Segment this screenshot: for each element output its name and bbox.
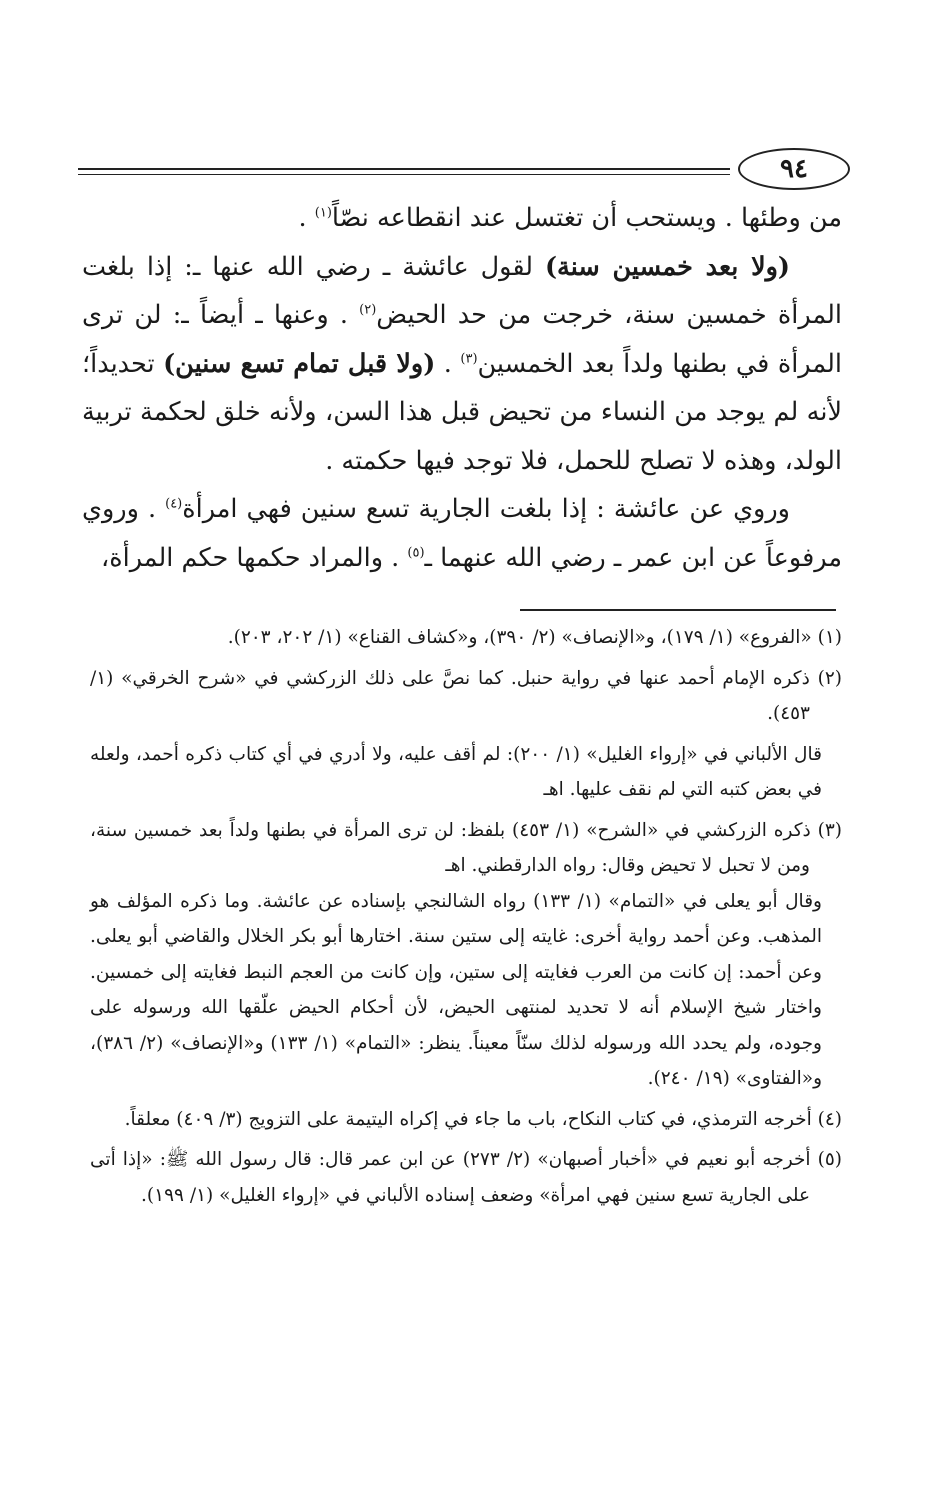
- header-rule-thin: [78, 174, 730, 175]
- footnote-5: (٥) أخرجه أبو نعيم في «أخبار أصبهان» (٢/ ٢٧٣) عن ابن عمر قال: قال رسول الله ﷺ: «إذا أتى على الجارية تسع سنين فهي امرأة» وضعف إسناده الألباني في «إرواء الغليل» (١/ ١٩٩).: [90, 1149, 842, 1206]
- footnote-2-note: قال الألباني في «إرواء الغليل» (١/ ٢٠٠): لم أقف عليه، ولا أدري في أي كتاب ذكره أحمد، ولعله في بعض كتبه التي لم نقف عليها. اهـ: [90, 743, 822, 800]
- footnote-ref-3: (٣): [460, 351, 478, 366]
- footnote-ref-2: (٢): [359, 302, 377, 318]
- main-text: [82, 194, 842, 582]
- paragraph-1: من وطئها . ويستحب أن تغتسل عند انقطاعه نصّاً$^{(١)}$ .: [298, 203, 842, 233]
- footnote-ref-5: (٥): [407, 545, 425, 560]
- footnote-ref-4: (٤): [165, 496, 183, 512]
- footnote-3-note: وقال أبو يعلى في «التمام» (١/ ١٣٣) رواه الشالنجي بإسناده عن عائشة. وما ذكره المؤلف هو المذهب. وعن أحمد رواية أخرى: غايته إلى ستين سنة. اختارها أبو بكر الخلال والقاضي أبو يعلى. وعن أحمد: إن كانت من العرب فغايته إلى ستين، وإن كانت من العجم النبط فغايته إلى خمسين. واختار شيخ الإسلام أنه لا تحديد لمنتهى الحيض، لأن أحكام الحيض علّقها الله ورسوله على وجوده، ولم يحدد الله ورسوله لذلك سنّاً معيناً. ينظر: «التمام» (١/ ١٣٣) و«الإنصاف» (٢/ ٣٨٦)، و«الفتاوى» (١٩/ ٢٤٠).: [90, 890, 822, 1089]
- header-rule: [78, 168, 730, 170]
- footnote-2: (٢) ذكره الإمام أحمد عنها في رواية حنبل. كما نصَّ على ذلك الزركشي في «شرح الخرقي» (١/ ٤٥٣).: [90, 667, 842, 724]
- page-number: ٩٤: [738, 148, 850, 190]
- paragraph-2: (ولا بعد خمسين سنة) لقول عائشة ـ رضي الله عنها ـ: إذا بلغت المرأة خمسين سنة، خرجت من حد الحيض$^{(٢)}$ . وعنها ـ أيضاً ـ: لن ترى المرأة في بطنها ولداً بعد الخمسين$^{(٣)}$ . (ولا قبل تمام تسع سنين) تحديداً؛ لأنه لم يوجد من النساء من تحيض قبل هذا السن، ولأنه خلق لحكمة تربية الولد، وهذه لا تصلح للحمل، فلا توجد فيها حكمته .: [82, 251, 843, 476]
- page-header: [60, 148, 850, 200]
- bold-phrase: (ولا بعد خمسين سنة): [544, 251, 790, 282]
- footnote-ref-1: (١): [314, 205, 332, 221]
- footnote-separator: [520, 609, 836, 611]
- paragraph-3: وروي عن عائشة : إذا بلغت الجارية تسع سنين فهي امرأة$^{(٤)}$ . وروي مرفوعاً عن ابن عمر ـ رضي الله عنهما ـ$^{(٥)}$ . والمراد حكمها حكم المرأة،: [82, 494, 842, 573]
- footnote-4: (٤) أخرجه الترمذي، في كتاب النكاح، باب ما جاء في إكراه اليتيمة على التزويج (٣/ ٤٠٩) معلقاً.: [124, 1108, 842, 1130]
- bold-phrase: (ولا قبل تمام تسع سنين): [163, 348, 436, 379]
- footnote-1: (١) «الفروع» (١/ ١٧٩)، و«الإنصاف» (٢/ ٣٩٠)، و«كشاف القناع» (١/ ٢٠٢، ٢٠٣).: [227, 627, 842, 648]
- footnotes: [90, 620, 842, 1213]
- footnote-3: (٣) ذكره الزركشي في «الشرح» (١/ ٤٥٣) بلفظ: لن ترى المرأة في بطنها ولداً بعد خمسين سنة، ومن لا تحبل لا تحيض وقال: رواه الدارقطني. اهـ: [90, 819, 842, 876]
